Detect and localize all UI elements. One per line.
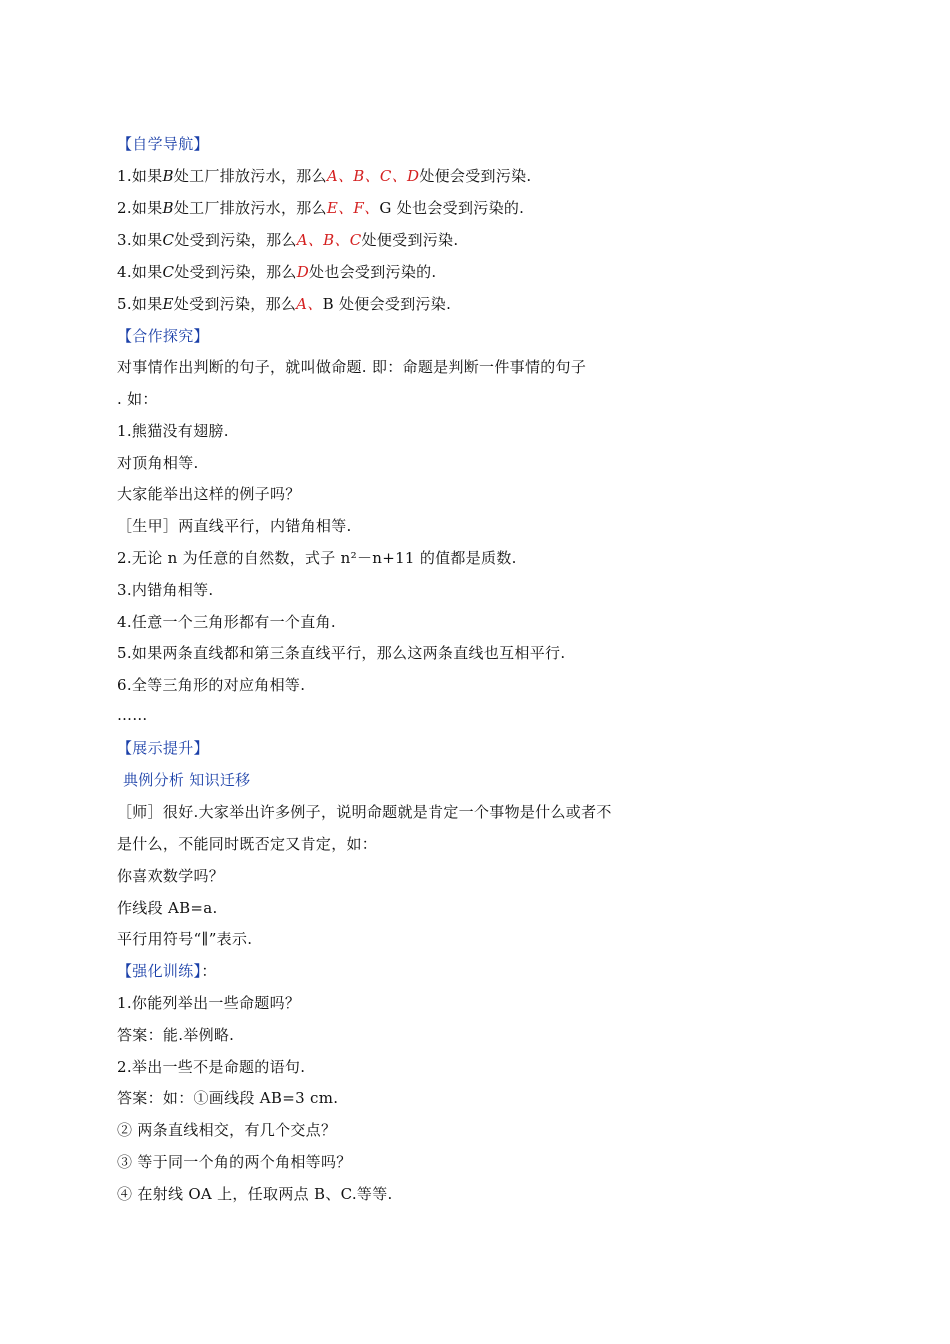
- exercise-line: 1.你能列举出一些命题吗？: [117, 994, 301, 1012]
- answer-text: D: [296, 263, 310, 281]
- answer-text: A、: [296, 295, 323, 313]
- answer-line: 答案：能.举例略.: [117, 1026, 235, 1044]
- section-heading-training: 【强化训练】: [117, 962, 202, 980]
- self-study-item-3: 3.如果C处受到污染，那么A、B、C处便受到污染.: [117, 231, 459, 249]
- teacher-line: ［师］很好.大家举出许多例子，说明命题就是肯定一个事物是什么或者不: [117, 803, 612, 821]
- example-line: 平行用符号“∥”表示.: [117, 930, 253, 948]
- self-study-item-4: 4.如果C处受到污染，那么D处也会受到污染的.: [117, 263, 437, 281]
- exercise-line: 2.举出一些不是命题的语句.: [117, 1058, 306, 1076]
- self-study-item-1: 1.如果B处工厂排放污水，那么A、B、C、D处便会受到污染.: [117, 167, 532, 185]
- answer-line: ③ 等于同一个角的两个角相等吗？: [117, 1153, 352, 1171]
- example-line: 对顶角相等.: [117, 454, 199, 472]
- example-line: 5.如果两条直线都和第三条直线平行，那么这两条直线也互相平行.: [117, 644, 566, 662]
- example-line: 作线段 AB=a.: [117, 899, 218, 917]
- definition-line: 对事情作出判断的句子，就叫做命题. 即：命题是判断一件事情的句子: [117, 358, 587, 376]
- example-line: 6.全等三角形的对应角相等.: [117, 676, 306, 694]
- question-line: 大家能举出这样的例子吗？: [117, 485, 301, 503]
- ellipsis-line: ……: [117, 706, 148, 724]
- example-line: 你喜欢数学吗？: [117, 867, 225, 885]
- section-subheading: 典例分析 知识迁移: [123, 771, 251, 789]
- self-study-item-5: 5.如果E处受到污染，那么A、B 处便会受到污染.: [117, 295, 452, 313]
- answer-line: 答案：如：①画线段 AB=3 cm.: [117, 1089, 339, 1107]
- section-heading-training-row: 【强化训练】：: [117, 962, 217, 980]
- section-heading-self-study: 【自学导航】: [117, 135, 209, 153]
- answer-line: ④ 在射线 OA 上，任取两点 B、C.等等.: [117, 1185, 393, 1203]
- section-heading-cooperate: 【合作探究】: [117, 327, 209, 345]
- self-study-item-2: 2.如果B处工厂排放污水，那么E、F、G 处也会受到污染的.: [117, 199, 525, 217]
- example-line: 3.内错角相等.: [117, 581, 214, 599]
- answer-text: A、B、C: [296, 231, 362, 249]
- answer-text: E、F、: [326, 199, 380, 217]
- definition-continuation: . 如：: [117, 390, 158, 408]
- example-line: 4.任意一个三角形都有一个直角.: [117, 613, 336, 631]
- answer-text: A、B、C、D: [326, 167, 420, 185]
- teacher-line-continuation: 是什么，不能同时既否定又肯定，如：: [117, 835, 378, 853]
- example-line: 1.熊猫没有翅膀.: [117, 422, 229, 440]
- answer-line: ② 两条直线相交，有几个交点？: [117, 1121, 337, 1139]
- example-line: 2.无论 n 为任意的自然数，式子 n²－n+11 的值都是质数.: [117, 549, 517, 567]
- section-heading-display: 【展示提升】: [117, 739, 209, 757]
- student-answer-line: ［生甲］两直线平行，内错角相等.: [117, 517, 352, 535]
